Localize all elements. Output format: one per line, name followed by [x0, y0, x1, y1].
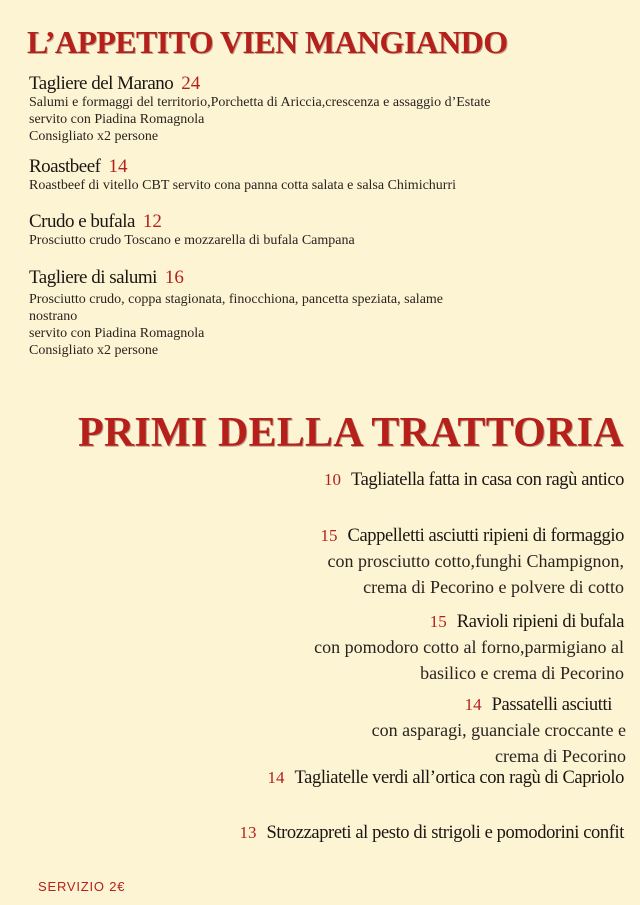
item-description: Roastbeef di vitello CBT servito cona panna cotta salata e salsa Chimichurri	[29, 178, 457, 193]
item-description: Prosciutto crudo, coppa stagionata, finocchiona, pancetta speziata, salame nostrano	[29, 292, 444, 324]
item-description: Salumi e formaggi del territorio,Porchetta di Ariccia,crescenza e assaggio d’Estate	[29, 95, 491, 110]
item-price: 24	[181, 73, 201, 94]
item-price: 10	[323, 470, 341, 489]
item-price: 14	[108, 156, 128, 177]
item-name: Crudo e bufala	[29, 211, 135, 232]
item-name: Strozzapreti al pesto di strigoli e pomodorini confit	[266, 823, 624, 843]
menu-item-ravioli	[314, 610, 624, 686]
item-description: servito con Piadina Romagnola	[29, 112, 205, 127]
menu-item-strozzapreti	[240, 821, 624, 845]
menu-item-tagliere-di-salumi	[29, 268, 589, 359]
item-price: 15	[320, 526, 338, 545]
menu-item-passatelli	[371, 693, 626, 769]
primi-title: PRIMI DELLA TRATTORIA	[78, 410, 624, 456]
item-description: servito con Piadina Romagnola	[29, 326, 205, 341]
item-price: 12	[142, 211, 162, 232]
item-price: 13	[239, 823, 257, 842]
menu-item-tagliatelle-verdi	[268, 766, 624, 790]
item-price: 14	[464, 695, 482, 714]
item-description: con asparagi, guanciale croccante e	[371, 720, 626, 740]
item-name: Tagliatelle verdi all’ortica con ragù di Capriolo	[294, 768, 624, 788]
menu-item-roastbeef	[29, 157, 589, 194]
item-price: 15	[429, 612, 447, 631]
item-name: Passatelli asciutti	[491, 695, 612, 715]
item-description: basilico e crema di Pecorino	[420, 663, 624, 683]
item-description: con prosciutto cotto,funghi Champignon,	[327, 551, 624, 571]
item-description: con pomodoro cotto al forno,parmigiano al	[314, 637, 624, 657]
antipasti-title: L’APPETITO VIEN MANGIANDO	[27, 24, 508, 60]
item-name: Tagliere di salumi	[29, 267, 157, 288]
item-name: Tagliatella fatta in casa con ragù antico	[350, 470, 624, 490]
menu-item-tagliatella	[324, 468, 624, 492]
item-price: 16	[164, 267, 184, 288]
menu-item-cappelletti	[321, 524, 624, 600]
item-name: Roastbeef	[29, 156, 101, 177]
item-description: crema di Pecorino	[495, 746, 626, 766]
item-name: Tagliere del Marano	[29, 73, 174, 94]
service-charge-note: SERVIZIO 2€	[38, 879, 126, 894]
item-description: crema di Pecorino e polvere di cotto	[363, 577, 624, 597]
item-name: Cappelletti asciutti ripieni di formaggio	[347, 526, 624, 546]
menu-item-crudo-e-bufala	[29, 212, 589, 249]
menu-item-tagliere-del-marano	[29, 74, 589, 145]
item-price: 14	[267, 768, 285, 787]
item-description: Prosciutto crudo Toscano e mozzarella di bufala Campana	[29, 233, 355, 248]
item-name: Ravioli ripieni di bufala	[456, 612, 624, 632]
item-description: Consigliato x2 persone	[29, 343, 159, 358]
item-description: Consigliato x2 persone	[29, 129, 159, 144]
